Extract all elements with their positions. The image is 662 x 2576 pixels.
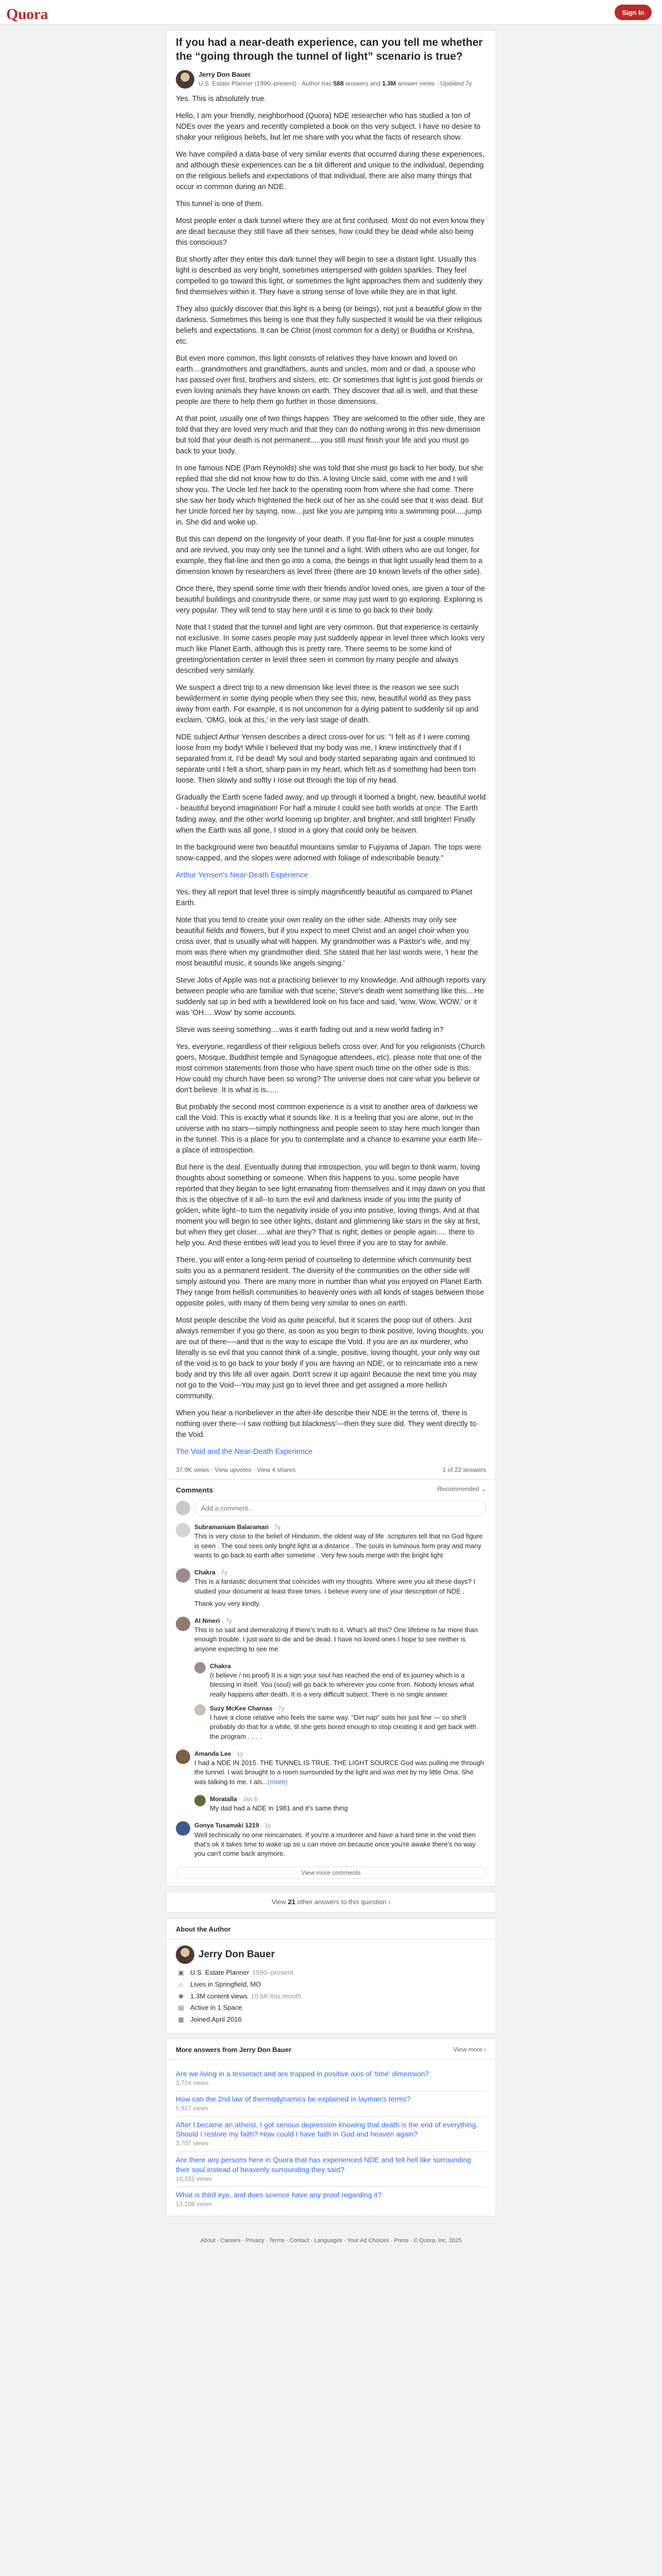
footer: About · Careers · Privacy · Terms · Contact · Languages · Your Ad Choices · Press · © Quora, Inc. 2025 [200,2238,462,2244]
comment-paragraph: This is so sad and demoralizing if there's truth to it. What's all this? One lifetime is far more than enough trouble. I just want to die and be dead. I have no loved ones I hope to see neither is anyone expecting to see me [194,1626,478,1653]
about-title: About the Author [167,1925,495,1939]
comment-paragraph: Well technically no one reincarnates. If you're a murderer and have a hard time in the void then that's ok it takes time to wake up so u can move on because once you're awake there's no way you can't come back anymore. [194,1831,476,1858]
answer-paragraph: Most people describe the Void as quite peaceful, but it scares the poop out of others. Just always remember if you go there, as soon as you begin to think positive, loving thoughts, you are out of there----and that is the way to escape the Void. If you are an ax murderer, who literally is so evil that you cannot think of a single, positive, loving thought, your only way out of the void is to go back to your body if you are having an NDE, or to reincarnate into a new body and try this life all over again. Don't screw it up again! Because the next time you may not go to the Void---You may just go to level three and get assigned a more hellish community. [176,1316,484,1401]
comment [176,1617,486,1657]
comment-text [194,1577,486,1608]
comment-reply [194,1662,486,1699]
answer-position: 1 of 22 answers [442,1466,486,1474]
comment-time: 1y [237,1750,243,1757]
more-answer-question[interactable]: After I became an atheist, I got serious depression knowing that death is the end of everything. Should I restore my faith? How could I have faith in God and heaven again? [176,2120,478,2139]
comment-paragraph: Thank you very kindly. [194,1599,261,1607]
more-answer-views: 3,724 views [176,2079,209,2087]
comment [176,1568,486,1612]
answer-views: 37.9K views [176,1466,209,1474]
comment-body [210,1662,486,1699]
commenter-name-row: Gonya Tusamaki 1219 · 1y [194,1822,271,1829]
about-head [176,1945,486,1964]
cred-prefix: U.S. Estate Planner (1990–present) · Author has [198,80,334,88]
commenter-name[interactable]: Subramaniam Balaraman [194,1523,269,1531]
view-all-suffix: other answers to this question [295,1898,387,1906]
answer-footer: 37.9K views · View upvotes · View 4 shares 1 of 22 answers [176,1464,486,1479]
more-answer-question[interactable]: Are we living in a tesseract and are trapped in positive axis of 'time' dimension? [176,2070,429,2078]
question-answer-card [166,30,496,1887]
answer-paragraph: But probably the second most common experience is a visit to another area of darkness we call the Void. This is exactly what it sounds like. It is a feeling that you are alone, out in the universe with no stars---simply nothingness and people seem to stay here much longer than in the tunnel. This is a place for you to contemplate and a chance to examine your earth life--a place of introspection. [176,1103,483,1155]
more-answer-views: 13,108 views [176,2200,212,2208]
about-avatar[interactable] [176,1945,194,1964]
view-all-prefix: View [271,1898,288,1906]
credential-text: U.S. Estate Planner [190,1968,250,1976]
comment-body [194,1523,486,1563]
comment-text [194,1831,486,1859]
calendar-icon: ▦ [178,2016,184,2024]
briefcase-icon: ▣ [178,1969,184,1976]
space-icon: ▤ [178,2004,184,2012]
answer-paragraph: Yes, they all report that level three is simply magnificently beautiful as compared to Planet Earth. [176,888,472,907]
sort-label: Recommended [437,1485,479,1493]
view-upvotes-link[interactable]: View upvotes [214,1466,252,1474]
eye-icon: ◉ [178,1992,184,2000]
commenter-name-row [210,1662,486,1671]
question-title[interactable]: If you had a near-death experience, can you tell me whether the “going through the tunnel of light” scenario is true? [176,37,483,63]
commenter-name-row: Subramaniam Balaraman · 7y [194,1523,281,1531]
more-answers-card [166,2039,496,2216]
main-content [166,30,496,2255]
comment-body [210,1795,486,1817]
sign-in-button[interactable]: Sign In [615,5,652,20]
commenter-name[interactable]: Amanda Lee [194,1750,231,1757]
commenter-name-row: Al Nmeri · 7y [194,1617,232,1624]
comment-text [210,1713,486,1741]
about-name[interactable]: Jerry Don Bauer [198,1949,275,1960]
view-more-comments-button[interactable]: View more comments [176,1867,486,1879]
credential-text: Lives in Springfield, MO [190,1980,261,1988]
comment-body [194,1568,486,1612]
view-all-answers[interactable] [166,1892,496,1913]
chevron-down-icon: ⌄ [481,1485,486,1493]
commenter-avatar[interactable] [194,1704,206,1716]
commenter-name-row: Suzy McKee Charnas · 7y [210,1704,285,1712]
more-answers-list [176,2066,486,2212]
commenter-name-row: Chakra · 7y [194,1568,228,1576]
comment-paragraph: I had a NDE IN 2015. THE TUNNEL IS TRUE. THE LIGHT SOURCE God was pulling me through the tunnel. I was brought to a room surrounded by the light and was met by my little Oma. She was talking to me. I als...(more) [194,1759,484,1786]
more-answer-item [176,2152,486,2187]
commenter-name[interactable]: Chakra [194,1568,216,1576]
answer-paragraph: In one famous NDE (Pam Reynolds) she was told that she must go back to her body, but she replied that she did not know how to do this. A loving Uncle said, come with me and I will show you. The Uncle led her back to the operating room from where she had come. There she saw her body which frightened the heck out of her as she could see that it was dead. But her Uncle forced her by saying, now....just like you are jumping into a swimming pool.....jump in. She did and woke up. [176,464,484,527]
author-row [176,70,486,89]
comments-title: Comments [176,1485,213,1494]
commenter-avatar[interactable] [176,1523,190,1537]
top-bar [0,0,662,25]
commenter-avatar[interactable] [176,1568,190,1583]
more-link[interactable]: (more) [268,1777,288,1786]
credential-item [176,1992,486,2002]
comment-input[interactable] [194,1500,486,1516]
answer-paragraph: Once there, they spend some time with their friends and/or loved ones, are given a tour of the beautiful buildings and countryside there, or some may just want to go exploring. Exploring is very popular. They will tend to stay here until it is time to go back to their body. [176,585,485,615]
author-name[interactable]: Jerry Don Bauer [198,70,251,78]
quora-logo[interactable]: Quora [6,6,48,23]
answer-paragraph: Hello, I am your friendly, neighborhood (Quora) NDE researcher who has studied a ton of NDEs over the years and recently completed a book on this very subject. I have no desire to shake your religious beliefs, but let me share with you what the facts of research show. [176,111,481,142]
more-answer-item [176,2117,486,2152]
more-answer-question[interactable]: How can the 2nd law of thermodynamics be explained in layman's terms? [176,2095,411,2104]
more-answer-views: 10,331 views [176,2175,212,2182]
more-answers-title: More answers from Jerry Don Bauer [176,2046,291,2054]
more-answers-header [167,2045,495,2060]
author-avatar[interactable] [176,70,194,89]
more-answer-views: 3,707 views [176,2140,209,2147]
comment-input-row [176,1500,486,1516]
answer-paragraph: Most people enter a dark tunnel where they are at first confused. Most do not even know they are dead because they still have all their senses, how could they be dead while also being this conscious? [176,216,485,247]
credential-detail: 1990–present [252,1968,293,1976]
credential-item [176,1980,486,1990]
credential-text: Joined April 2016 [190,2015,242,2024]
answer-paragraph: Note that I stated that the tunnel and light are very common. But that experience is certainly not exclusive. In some cases people may just suddenly appear in level three which looks very much like Planet Earth, although this is pretty rare. There seems to be some kind of greeting/orientation center in level three seen in common by many people and always described very similarly. [176,623,485,675]
answer-paragraph: There, you will enter a long-term period of counseling to determine which community best suits you as a permanent resident. The diversity of the communities on the other side will simply astound you. There are many more in number than what you enjoyed on Planet Earth. They range from hellish communities to heavenly ones with all kinds of stages between those opposite poles, with many of them being very similar to ones on earth. [176,1256,485,1308]
answer-paragraph: Note that you tend to create your own reality on the other side. Atheists may only see beautiful fields and flowers, but if you expect to meet Christ and an angel choir when you cross over, that is usually what will happen. My grandmother was a Pastor's wife, and my mom was there when my grandmother died. She stated that her last words were, 'I hear the most beautiful music, it sounds like angels singing.' [176,916,478,968]
comment-body [194,1617,486,1657]
comment-text [194,1625,486,1654]
commenter-avatar[interactable] [176,1821,190,1836]
about-credentials [176,1968,486,2025]
commenter-name[interactable]: Chakra [210,1662,231,1670]
answer-paragraph: Steve was seeing something....was it earth fading out and a new world fading in? [176,1025,444,1034]
comment [176,1750,486,1790]
cred-mid: answers and [343,80,383,88]
answer-paragraph: But even more common, this light consists of relatives they have known and loved on earth....grandmothers and grandfathers, aunts and uncles, mom and or dad, a spouse who has passed over first, brothers and sisters, etc. Or sometimes that light is just good friends or even loving animals they have known on earth. They discover that all is well, and that these people are there to help them go further in those dimensions. [176,354,483,406]
commenter-name[interactable]: Al Nmeri [194,1617,220,1624]
answer-body [176,94,486,1458]
more-answer-item [176,2187,486,2212]
commenter-avatar[interactable] [176,1617,190,1631]
view-shares-link[interactable]: View 4 shares [257,1466,296,1474]
view-more-label: View more [453,2046,483,2054]
more-answer-question[interactable]: Are there any persons here in Quora that has experienced NDE and felt hell like surrounding their soul instead of heavenly surrounding they said? [176,2155,471,2174]
comment [176,1523,486,1563]
comment-paragraph: I have a close relative who feels the same way. "Dirt nap" suits her just fine — so she'll probably do that for a while, til she gets bored enough to stop creating it and get back with the program . . . . [210,1714,476,1740]
comment-time: 7y [221,1568,228,1576]
answer-paragraph: But this can depend on the longevity of your death. If you flat-line for just a couple minutes and are revived, you may only see the tunnel and a light. With others who are out longer, for example, they flat-line and then go into a coma, the beings in that light usually lead them to a dimension known by researchers as level three (there are 10 known levels of the other side). [176,535,483,577]
comment-text: (I believe / no proof) It is a sign your soul has reached the end of its journey which is a blessing in itself. You (soul) will go back to wherever you come from. Nobody knows what really happens after death. It is a very difficult subject. There is no single answer. [210,1671,474,1698]
answer-paragraph: We have compiled a data-base of very similar events that occurred during these experiences, and although these experiences can be a bit different and unique to the individual, depending on the religious beliefs and expectations of that individual, there are also many things that occur in common during an NDE. [176,150,485,191]
commenter-name[interactable]: Moratalla [210,1795,237,1803]
answer-paragraph: Gradually the Earth scene faded away, and up through it loomed a bright, new, beautiful world - beautiful beyond imagination! For half a minute I could see both worlds at once. The Earth fading away, and the other world looming up brighter, and brighter, and still brighter! Finally when the Earth was all gone, I stood in a glory that could only be heaven. [176,793,486,835]
home-icon: ⌂ [179,1980,183,1988]
credential-text: Active in 1 Space [190,2004,242,2012]
comment-body [194,1821,486,1861]
commenter-name[interactable]: Suzy McKee Charnas [210,1704,273,1712]
commenter-avatar[interactable] [194,1795,206,1806]
answer-paragraph: NDE subject Arthur Yensen describes a direct cross-over for us: "I felt as if I were coming loose from my body! While I believed that my body was me, I knew instinctively that if I separated from it, I'd be dead! My soul and body started separating again and continued to separate until I felt a short, sharp pain in my heart, which felt as if something had been torn loose. Then slowly and softly I rose out through the top of my head. [176,733,476,785]
answer-paragraph: Steve Jobs of Apple was not a practicing believer to my knowledge. And although reports vary between people who are familiar with that scene, Steve's death went something like this....He suddenly sat up in bed with a bewildered look on his face and said, 'wow, Wow, WOW,' or it was 'OH.....Wow' by some accounts. [176,976,486,1017]
credential-text: 1.3M content views [190,1992,248,2000]
commenter-name-row: Amanda Lee · 1y [194,1750,243,1757]
answer-paragraph: When you hear a nonbeliever in the after-life describe their NDE in the terms of, 'there is nothing over there---I saw nothing but blackness'---then they sure did. They went directly to the Void. [176,1409,476,1439]
credential-detail: 10.6K this month [251,1992,301,2000]
comment-time: 7y [278,1704,285,1712]
comment-time: Jan 6 [242,1795,258,1803]
answer-paragraph: But shortly after they enter this dark tunnel they will begin to see a distant light. Usually this light is described as very bright, sometimes interspersed with golden sparkles. They feel compelled to go toward this light, or sometimes the light approaches them and suddenly they find themselves within it. They have a strong sense of love while they are in that light. [176,255,483,296]
source-link[interactable]: The Void and the Near-Death Experience [176,1448,313,1456]
source-link[interactable]: Arthur Yensen's Near-Death Experience [176,871,308,879]
comment-body [194,1750,486,1790]
answer-paragraph: But here is the deal. Eventually during that introspection, you will begin to think warm, loving thoughts about something or someone. When this happens to you, some people have reported that they began to see light emanating from themselves and it may dawn on you that this is the objective of it all--to turn the evil and darkness inside of you into the purity of golden, white light--to turn the negativity inside of you into positive, loving things. And at that moment you will begin to see other lights, distant and glimmering like stars in the sky at first, but when they get closer.....what are they? That is right; deities or people again..... there to help you. And these entities will lead you to level three if you are to stay for awhile. [176,1163,485,1248]
comment-time: 7y [225,1617,232,1624]
comment-time: 7y [274,1523,281,1531]
comment-reply [194,1704,486,1744]
view-all-count: 21 [288,1898,295,1906]
view-more-answers-link[interactable]: View more › [453,2046,486,2054]
answer-paragraph: This tunnel is one of them. [176,199,264,208]
answer-paragraph: We suspect a direct trip to a new dimension like level three is the reason we see such bewilderment in some dying people when they see this, new, beautiful world as they pass away from earth. For example, it is not uncommon for a dying patient to suddenly sit up and exclaim, 'OMG, look at this,' in the very last stage of death. [176,684,478,725]
comment-text [194,1532,486,1560]
comment-text [210,1804,486,1813]
answer-paragraph: They also quickly discover that this light is a being (or beings), not just a beautiful glow in the darkness. Sometimes this being is one that they fully suspected it would be via their religious beliefs and expectations. It can be Christ (most common for a deity) or Buddha or Krishna, etc. [176,304,483,346]
more-answer-views: 5,927 views [176,2105,209,2112]
about-author-card [166,1918,496,2033]
answer-paragraph: At that point, usually one of two things happen. They are welcomed to the other side, they are told that they are loved very much and that they can do nothing wrong in this new dimension but told that your death is not permanent.....you still must finish your life and you must go back to your body. [176,414,485,456]
comment-paragraph: This is very close to the belief of Hinduism, the oldest way of life .scriptures tell that no God figure is seen . The soul sees only bright light at a distance . The souls in luminous form pray and many wants to go back to earth after sometime . Very few souls merge with the bright light [194,1532,483,1559]
answers-count: 588 [333,80,344,88]
comments-list [176,1523,486,1861]
credential-item [176,2015,486,2025]
comments-header [167,1479,495,1500]
more-answer-question[interactable]: What is third eye, and does science have any proof regarding it? [176,2190,382,2199]
cred-suffix: answer views · Updated 7y [395,80,472,88]
more-answer-item [176,2066,486,2091]
views-count: 1.3M [382,80,396,88]
commenter-name-row: Moratalla · Jan 6 [210,1795,258,1803]
comment-time: 1y [264,1822,271,1829]
comment-text [194,1758,486,1787]
more-answer-item [176,2091,486,2116]
answer-paragraph: In the background were two beautiful mountains similar to Fujiyama of Japan. The tops were snow-capped, and the slopes were adorned with foliage of indescribable beauty." [176,843,482,862]
answer-paragraph: Yes. This is absolutely true. [176,94,267,103]
chevron-right-icon: › [388,1898,391,1906]
answer-paragraph: Yes, everyone, regardless of their religious beliefs cross over. And for you religionists (Church goers, Mosque, Buddhist temple and Synagogue attendees, etc), please note that one of the most common statements from those who have spent much time on the other side is this: How could my church have been so wrong? The universe does not care what you believe or don't believe. It is what is is...... [176,1042,485,1094]
commenter-name[interactable]: Gonya Tusamaki 1219 [194,1822,259,1829]
comment-paragraph: My dad had a NDE in 1981 and it's same thing [210,1804,348,1812]
comment-reply [194,1795,486,1817]
commenter-avatar[interactable] [176,1750,190,1764]
comment-paragraph: This is a fantastic document that coincides with my thoughts. Where were you all these days? I studied your document at least three times. I believe every one of your description of NDE . [194,1578,475,1595]
user-avatar [176,1501,190,1515]
sort-dropdown[interactable] [437,1485,486,1495]
credential-item [176,2003,486,2013]
comment-body [210,1704,486,1744]
author-credential [198,79,472,88]
commenter-avatar[interactable] [194,1662,206,1673]
credential-item [176,1968,486,1978]
comment [176,1821,486,1861]
